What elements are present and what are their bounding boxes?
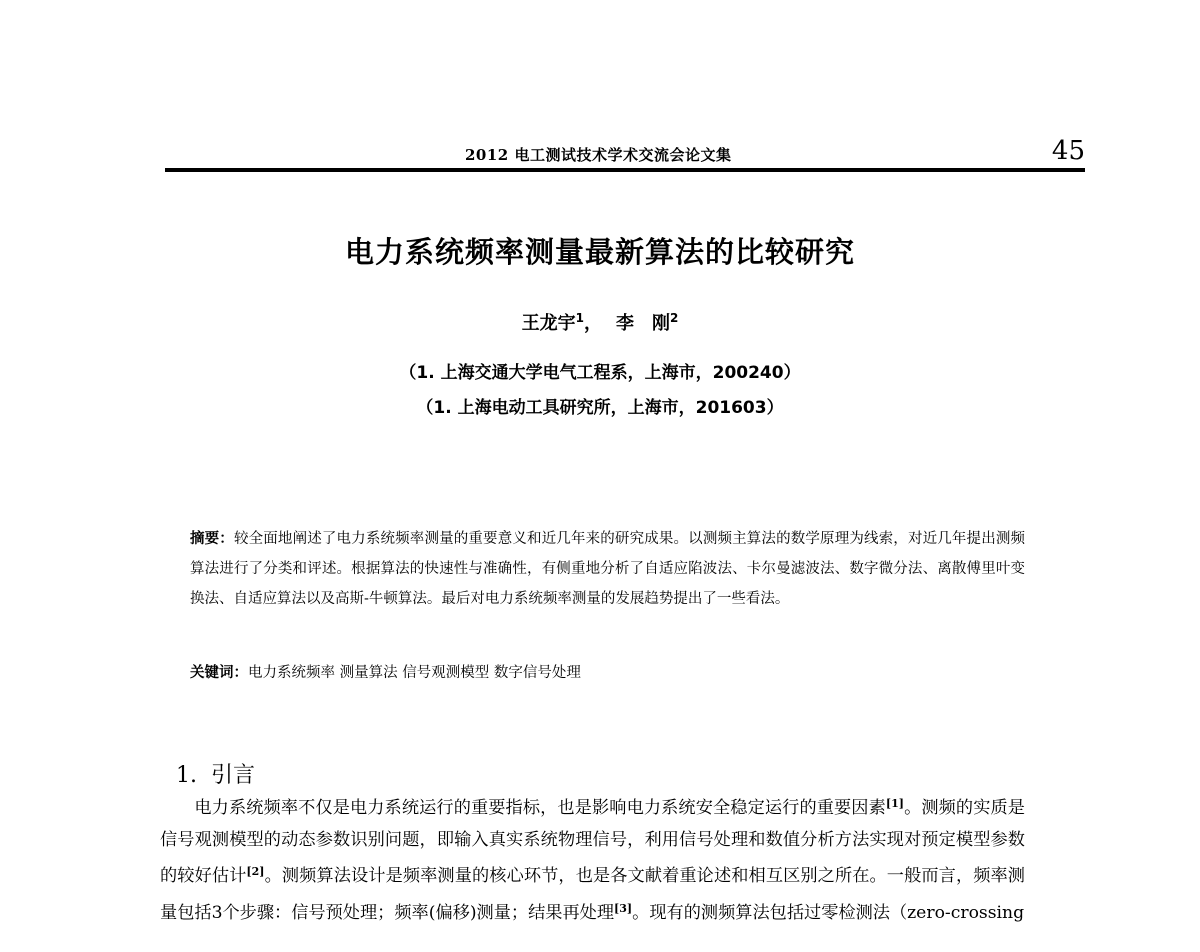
section-number: 1. xyxy=(176,763,197,788)
abstract xyxy=(190,524,1025,614)
keywords xyxy=(190,661,1025,685)
paragraph-text: 。现有的测频算法包括过零检测法（zero-crossing xyxy=(632,902,1025,923)
paper-title: 电力系统频率测量最新算法的比较研究 xyxy=(344,235,855,269)
affiliation: （1. 上海交通大学电气工程系，上海市，200240） xyxy=(399,363,801,383)
paragraph-text: 。测频的实质是信号观测模型的动态参数识别问题，即输入真实系统物理信号，利用信号处理和数值分析方法实现对预定模型参数的较好估计 xyxy=(160,798,1025,886)
affiliation: （1. 上海电动工具研究所，上海市，201603） xyxy=(416,398,784,418)
abstract-label: 摘要： xyxy=(190,531,234,547)
paragraph-text: 电力系统频率不仅是电力系统运行的重要指标，也是影响电力系统安全稳定运行的重要因素 xyxy=(194,798,886,818)
body-paragraph xyxy=(160,788,1025,929)
journal-name: 2012 电工测试技术学术交流会论文集 xyxy=(465,146,732,164)
author-separator: ， xyxy=(584,313,602,334)
citation-ref[interactable]: [1] xyxy=(885,797,904,810)
citation-ref[interactable]: [2] xyxy=(246,865,265,878)
author-list xyxy=(0,309,1200,335)
section-heading xyxy=(176,758,255,789)
section-title: 引言 xyxy=(211,763,256,788)
keywords-text: 电力系统频率 测量算法 信号观测模型 数字信号处理 xyxy=(248,665,581,681)
keywords-label: 关键词： xyxy=(190,665,248,681)
author-name: 王龙宇 xyxy=(521,313,576,334)
page-number: 45 xyxy=(1051,136,1085,166)
author-affiliation-mark: 1 xyxy=(575,311,584,325)
running-header xyxy=(165,136,1085,170)
author-affiliation-mark: 2 xyxy=(670,311,679,325)
header-rule xyxy=(165,168,1085,172)
abstract-text: 较全面地阐述了电力系统频率测量的重要意义和近几年来的研究成果。以测频主算法的数学原理为线索，对近几年提出测频算法进行了分类和评述。根据算法的快速性与准确性，有侧重地分析了自适应陷波法、卡尔曼滤波法、数字微分法、离散傅里叶变换法、自适应算法以及高斯-牛顿算法。最后对电力系统频率测量的发展趋势提出了一些看法。 xyxy=(190,531,1026,607)
paragraph-text: 。测频算法设计是频率测量的核心环节，也是各文献着重论述和相互区别之所在。一般而言，频率测量包括3个步骤：信号预处理；频率(偏移)测量；结果再处理 xyxy=(160,866,1025,923)
author-name: 李 刚 xyxy=(616,313,670,334)
citation-ref[interactable]: [3] xyxy=(614,901,633,915)
